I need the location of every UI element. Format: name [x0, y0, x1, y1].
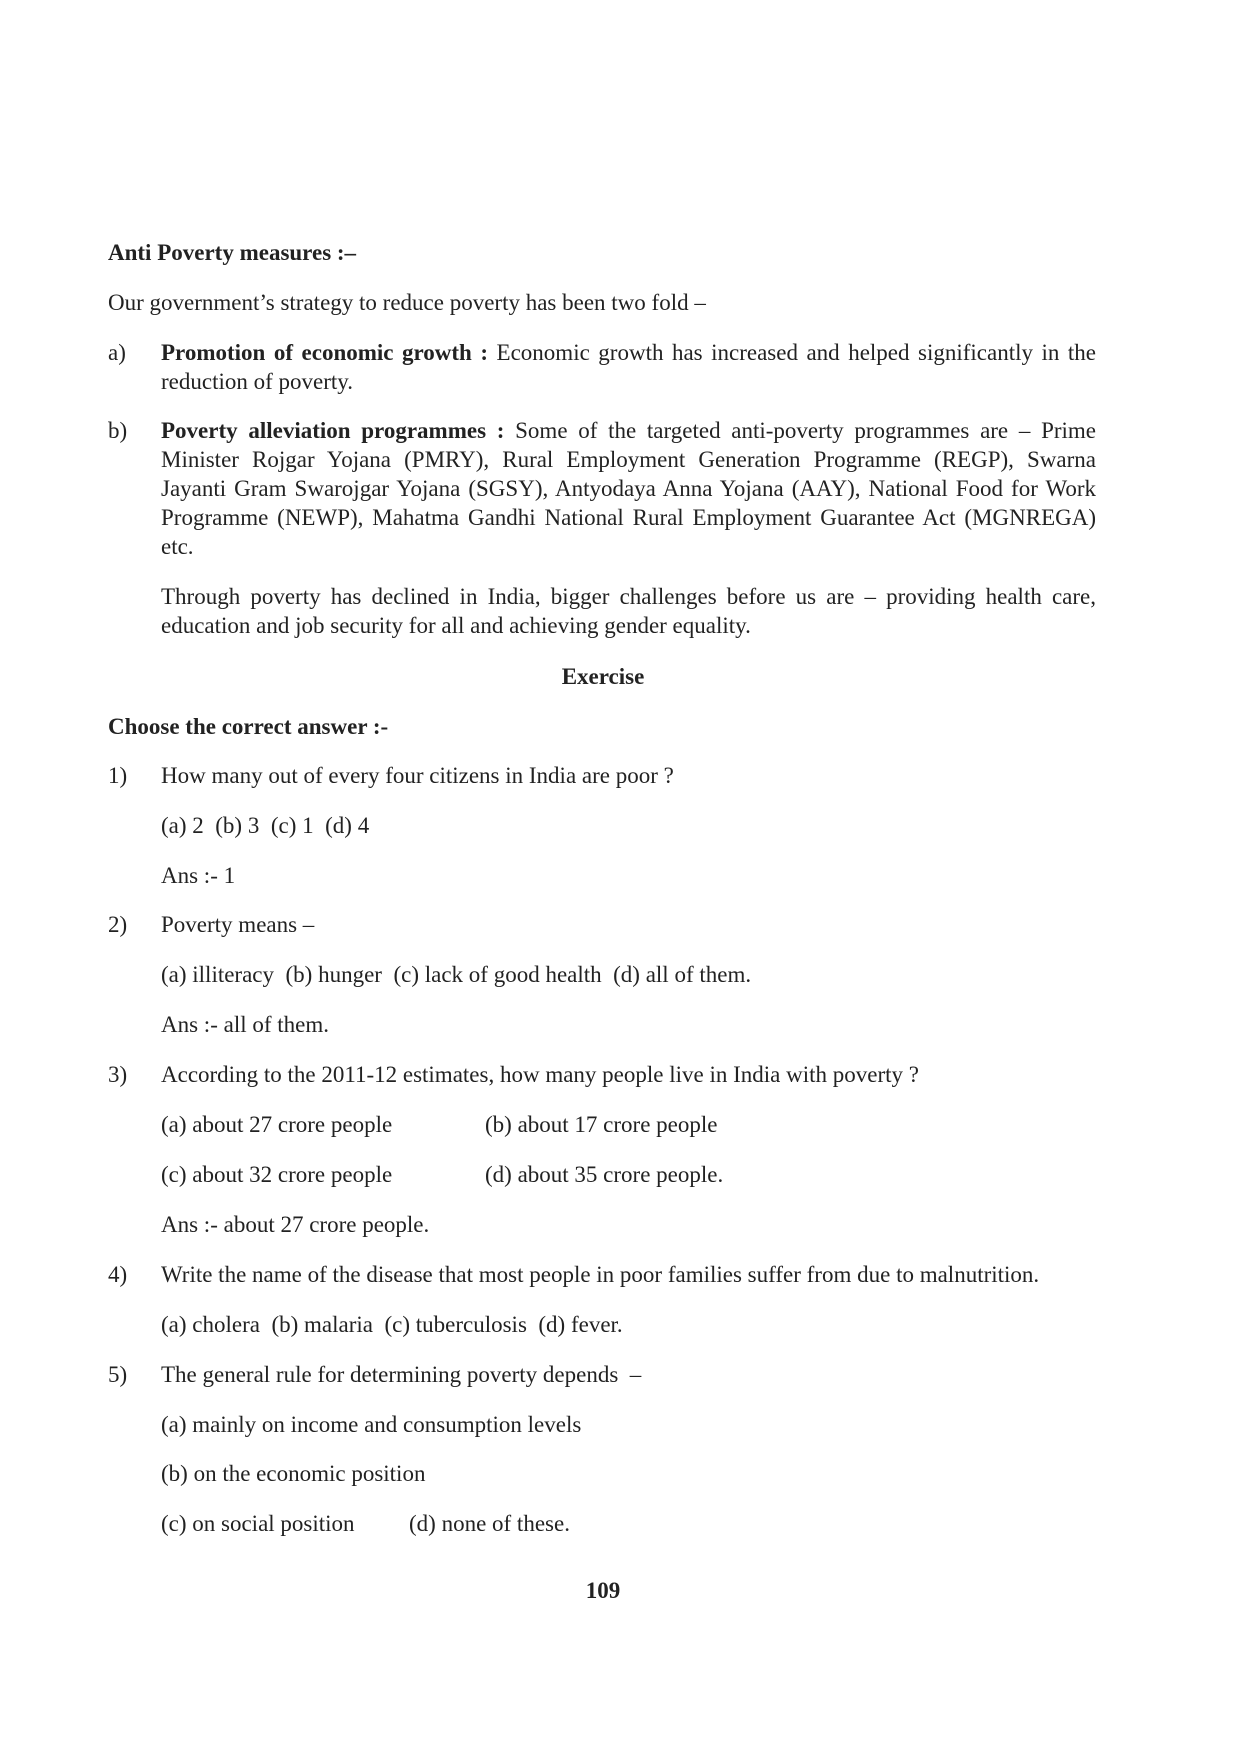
question-option: (d) about 35 crore people. — [485, 1162, 724, 1187]
exercise-title: Exercise — [561, 664, 645, 689]
question-number: 5) — [108, 1362, 128, 1387]
question-answer: Ans :- about 27 crore people. — [161, 1212, 430, 1237]
question-option: (b) on the economic position — [161, 1461, 426, 1486]
question-answer: Ans :- 1 — [161, 863, 236, 888]
question-options: (a) illiteracy (b) hunger (c) lack of good health (d) all of them. — [161, 962, 752, 987]
question-text: According to the 2011-12 estimates, how many people live in India with poverty ? — [161, 1062, 919, 1087]
point-a: Promotion of economic growth : Economic growth has increased and helped significantly in the reduction of poverty. — [161, 340, 1096, 394]
point-marker: b) — [108, 418, 128, 443]
question-number: 1) — [108, 763, 128, 788]
intro-text: Our government’s strategy to reduce poverty has been two fold – — [108, 290, 706, 315]
question-options: (a) 2 (b) 3 (c) 1 (d) 4 — [161, 813, 370, 838]
question-option: (c) about 32 crore people — [161, 1162, 393, 1187]
question-options: (a) cholera (b) malaria (c) tuberculosis (d) fever. — [161, 1312, 623, 1337]
question-number: 4) — [108, 1262, 128, 1287]
question-option: (c) on social position — [161, 1511, 355, 1536]
point-b: Poverty alleviation programmes : Some of the targeted anti-poverty programmes are – Prime Minister Rojgar Yojana (PMRY), Rural Employment Generation Programme (REGP), Swarna Jayanti Gram Swarojgar Yojana (SGSY), Antyodaya Anna Yojana (AAY), National Food for Work Programme (NEWP), Mahatma Gandhi National Rural Employment Guarantee Act (MGNREGA) etc. — [161, 418, 1097, 559]
section-heading: Anti Poverty measures :– — [108, 240, 357, 265]
question-text: How many out of every four citizens in India are poor ? — [161, 763, 674, 788]
question-text: Poverty means – — [161, 912, 315, 937]
question-number: 2) — [108, 912, 128, 937]
question-number: 3) — [108, 1062, 128, 1087]
question-option: (a) about 27 crore people — [161, 1112, 393, 1137]
question-option: (b) about 17 crore people — [485, 1112, 718, 1137]
question-option: (a) mainly on income and consumption levels — [161, 1412, 582, 1437]
point-marker: a) — [108, 340, 126, 365]
question-text: Write the name of the disease that most people in poor families suffer from due to malnutrition. — [161, 1262, 1040, 1287]
question-option: (d) none of these. — [409, 1511, 570, 1536]
question-answer: Ans :- all of them. — [161, 1012, 329, 1037]
exercise-instruction: Choose the correct answer :- — [108, 714, 389, 739]
page-number: 109 — [585, 1578, 621, 1603]
conclusion-paragraph: Through poverty has declined in India, bigger challenges before us are – providing health care, education and job security for all and achieving gender equality. — [161, 584, 1096, 638]
question-text: The general rule for determining poverty depends – — [161, 1362, 642, 1387]
